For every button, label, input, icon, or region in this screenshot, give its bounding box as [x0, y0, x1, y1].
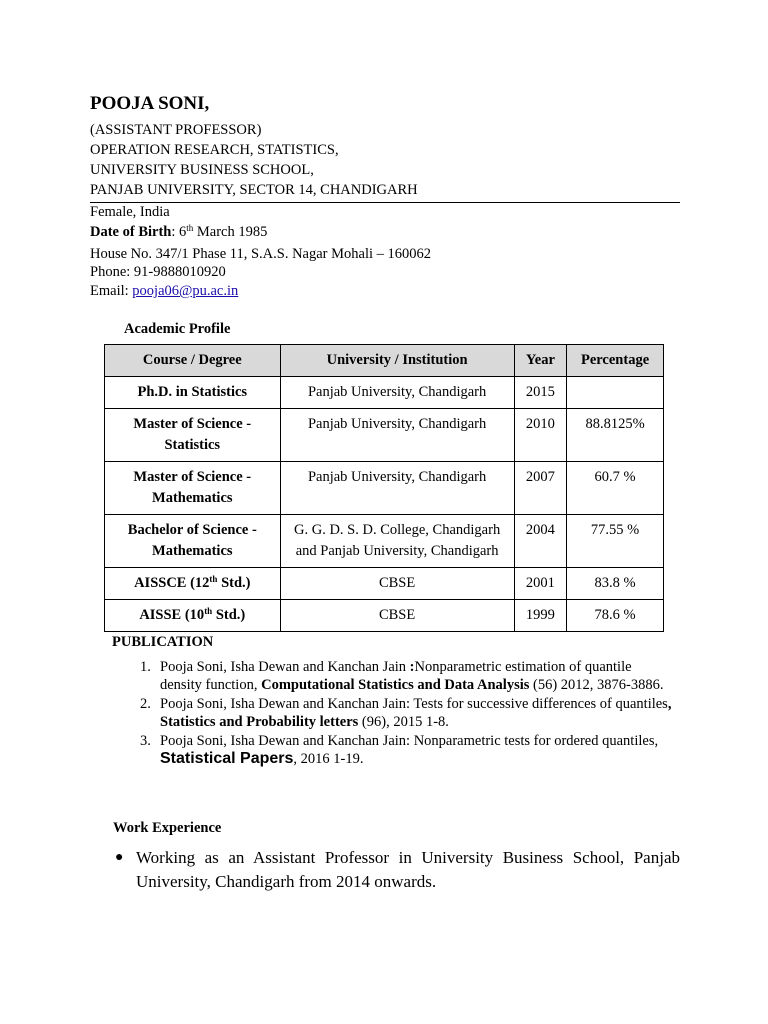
publication-journal: Statistical Papers: [160, 750, 294, 767]
dob-day: 6: [179, 224, 187, 240]
table-row: [105, 600, 664, 632]
publication-number: 3.: [140, 733, 151, 749]
table-row: [105, 568, 664, 600]
percentage-cell: 83.8 %: [567, 568, 664, 600]
gender-country: Female, India: [90, 204, 170, 220]
year-cell: 2010: [514, 409, 566, 462]
institution-cell: [280, 377, 514, 409]
publication-authors-title: Pooja Soni, Isha Dewan and Kanchan Jain: Tests for successive differences of quantiles: [160, 696, 668, 712]
table-row: [105, 409, 664, 462]
publication-number: 1.: [140, 659, 151, 675]
publication-title: PUBLICATION: [112, 634, 214, 650]
header-institution: University / Institution: [280, 345, 514, 377]
course-cell: [105, 568, 281, 600]
year-cell: 2001: [514, 568, 566, 600]
course-text: AISSE (10: [139, 607, 205, 623]
publication-list: [134, 658, 674, 769]
course-text: Master of Science -: [133, 416, 252, 432]
course-text-line2: Mathematics: [152, 543, 233, 559]
work-experience-item: [115, 846, 680, 894]
course-text: Bachelor of Science -: [127, 522, 257, 538]
course-text-suffix: Std.): [212, 607, 246, 623]
header-line-department: OPERATION RESEARCH, STATISTICS,: [90, 142, 339, 158]
header-divider: [90, 202, 680, 203]
institution-cell: [280, 568, 514, 600]
header-percentage: Percentage: [567, 345, 664, 377]
percentage-cell: 77.55 %: [567, 515, 664, 568]
course-text-suffix: Std.): [217, 575, 251, 591]
person-name: POOJA SONI,: [90, 93, 210, 114]
publication-authors: Pooja Soni, Isha Dewan and Kanchan Jain: [160, 659, 410, 675]
header-line-school: UNIVERSITY BUSINESS SCHOOL,: [90, 162, 314, 178]
email-label: Email:: [90, 283, 133, 299]
course-cell: [105, 377, 281, 409]
email-line: [90, 282, 238, 301]
phone: Phone: 91-9888010920: [90, 264, 226, 280]
header-line-position: (ASSISTANT PROFESSOR): [90, 122, 262, 138]
publication-item: [134, 695, 674, 731]
dob-label: Date of Birth: [90, 224, 172, 240]
table-row: [105, 462, 664, 515]
course-cell: [105, 462, 281, 515]
institution-cell: [280, 515, 514, 568]
course-text-line2: Statistics: [164, 437, 221, 453]
publication-authors-title: Pooja Soni, Isha Dewan and Kanchan Jain: Nonparametric tests for ordered quantiles,: [160, 733, 659, 749]
address: House No. 347/1 Phase 11, S.A.S. Nagar Mohali – 160062: [90, 246, 431, 262]
publication-details: (56) 2012, 3876-3886.: [529, 677, 664, 693]
publication-journal: Computational Statistics and Data Analysis: [261, 677, 530, 693]
percentage-cell: 78.6 %: [567, 600, 664, 632]
course-text-line2: Mathematics: [152, 490, 233, 506]
bullet-icon: ●: [115, 850, 124, 865]
percentage-cell: 88.8125%: [567, 409, 664, 462]
table-header-row: [105, 345, 664, 377]
dob-day-suffix: th: [186, 223, 194, 233]
email-link[interactable]: pooja06@pu.ac.in: [132, 283, 239, 299]
course-ordinal: th: [204, 606, 213, 616]
institution-cell: [280, 409, 514, 462]
year-cell: 1999: [514, 600, 566, 632]
publication-item: [134, 732, 674, 768]
publication-number: 2.: [140, 696, 151, 712]
table-row: [105, 515, 664, 568]
institution-cell: [280, 462, 514, 515]
course-cell: [105, 600, 281, 632]
percentage-cell: 60.7 %: [567, 462, 664, 515]
institution-text: Panjab University, Chandigarh: [307, 384, 487, 400]
course-cell: [105, 515, 281, 568]
publication-title-text: Nonparametric estimation of quantile density function,: [160, 659, 632, 693]
course-cell: [105, 409, 281, 462]
date-of-birth: Date of Birth: 6th March 1985: [90, 223, 268, 240]
work-experience-text: Working as an Assistant Professor in University Business School, Panjab University, Chandigarh from 2014 onwards.: [136, 848, 680, 891]
dob-month-year: March 1985: [196, 224, 268, 240]
publication-details: (96), 2015 1-8.: [358, 714, 449, 730]
publication-journal: , Statistics and Probability letters: [160, 696, 672, 730]
institution-cell: [280, 600, 514, 632]
course-text: Ph.D. in Statistics: [137, 384, 248, 400]
header-course: Course / Degree: [105, 345, 281, 377]
institution-text: CBSE: [378, 575, 416, 591]
course-text: Master of Science -: [133, 469, 252, 485]
academic-profile-title: Academic Profile: [124, 321, 231, 337]
course-text: AISSCE (12: [134, 575, 210, 591]
header-year: Year: [514, 345, 566, 377]
year-cell: 2007: [514, 462, 566, 515]
percentage-cell: [567, 377, 664, 409]
publication-colon: :: [409, 659, 415, 675]
work-experience-title: Work Experience: [113, 820, 222, 836]
institution-text-line2: and Panjab University, Chandigarh: [295, 543, 499, 559]
institution-text: Panjab University, Chandigarh: [307, 469, 487, 485]
institution-text: CBSE: [378, 607, 416, 623]
year-cell: 2004: [514, 515, 566, 568]
institution-text: Panjab University, Chandigarh: [307, 416, 487, 432]
year-cell: 2015: [514, 377, 566, 409]
academic-table: [104, 344, 664, 632]
header-line-university: PANJAB UNIVERSITY, SECTOR 14, CHANDIGARH: [90, 182, 418, 198]
publication-details: , 2016 1-19.: [293, 751, 364, 767]
publication-item: [134, 658, 674, 694]
course-ordinal: th: [209, 574, 218, 584]
institution-text: G. G. D. S. D. College, Chandigarh: [294, 522, 501, 538]
table-row: [105, 377, 664, 409]
